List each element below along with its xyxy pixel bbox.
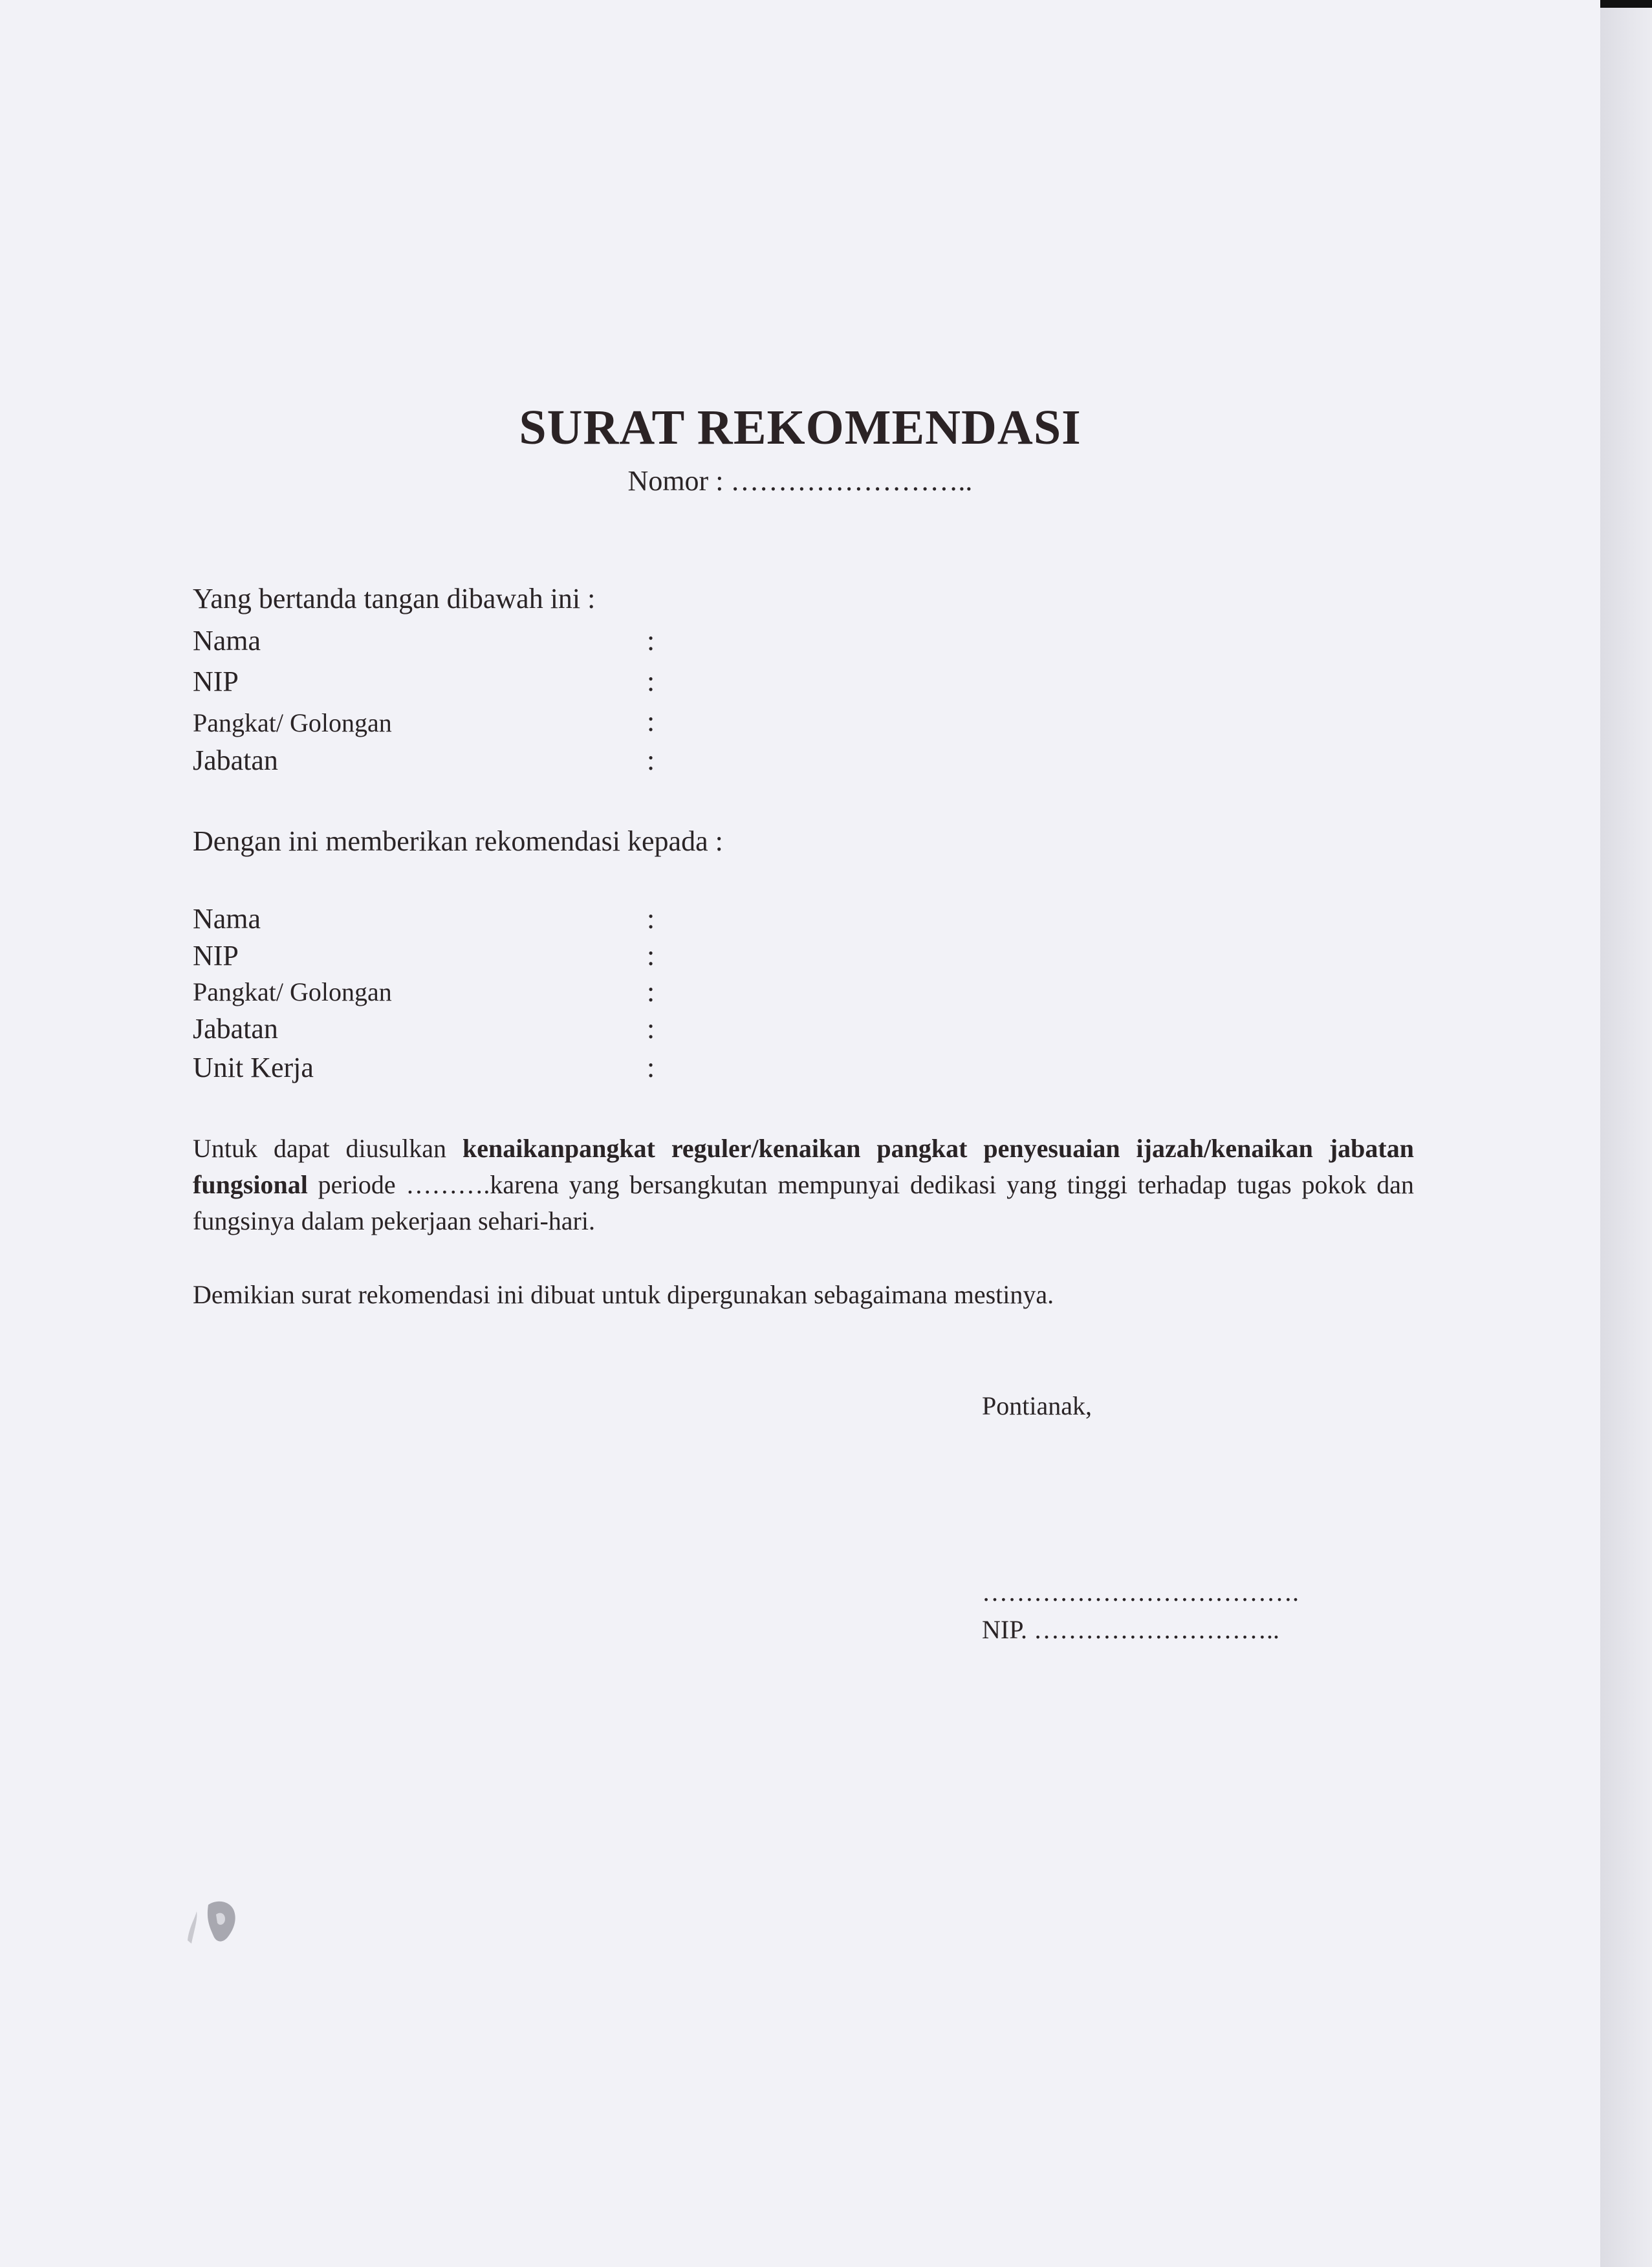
- signer-field-label: Nama: [193, 625, 261, 656]
- recipient-field-label: Pangkat/ Golongan: [193, 977, 392, 1006]
- document-number: Nomor : ……………………..: [627, 465, 973, 497]
- recipient-field-separator: :: [647, 940, 655, 971]
- signer-intro: Yang bertanda tangan dibawah ini :: [193, 583, 596, 614]
- signer-field-label: Jabatan: [193, 744, 278, 776]
- closing-paragraph: Demikian surat rekomendasi ini dibuat untuk dipergunakan sebagaimana mestinya.: [193, 1280, 1054, 1309]
- recipient-field-separator: :: [647, 1052, 655, 1083]
- signer-field-label: NIP: [193, 666, 239, 697]
- signature-nip-line: NIP. ………………………..: [982, 1615, 1280, 1644]
- signature-name-line: ……………………………….: [982, 1578, 1299, 1607]
- recipient-field-separator: :: [647, 976, 655, 1008]
- scan-edge-shadow: [1600, 0, 1652, 8]
- signer-field-separator: :: [647, 666, 655, 697]
- signer-field-separator: :: [647, 706, 655, 737]
- signer-field-separator: :: [647, 744, 655, 776]
- document-title: SURAT REKOMENDASI: [519, 400, 1081, 455]
- ink-smudge: [182, 1892, 254, 1950]
- recipient-field-separator: :: [647, 1013, 655, 1045]
- paragraph-text-start: Untuk dapat diusulkan: [193, 1134, 462, 1163]
- recipient-field-label: Nama: [193, 903, 261, 935]
- signature-place: Pontianak,: [982, 1391, 1092, 1420]
- recipient-field-separator: :: [647, 903, 655, 935]
- recipient-intro: Dengan ini memberikan rekomendasi kepada :: [193, 825, 723, 857]
- recipient-field-label: NIP: [193, 940, 239, 971]
- recipient-field-label: Jabatan: [193, 1013, 278, 1045]
- paragraph-text-end: periode ……….karena yang bersangkutan mempunyai dedikasi yang tinggi terhadap tugas pokok dan fungsinya dalam pekerjaan sehari-hari.: [193, 1170, 1414, 1235]
- signer-field-label: Pangkat/ Golongan: [193, 708, 392, 737]
- paragraph-bold-text: kenaikanpangkat reguler/kenaikan pangkat penyesuaian ijazah/kenaikan jabatan fungsional: [193, 1134, 1414, 1199]
- paper-edge: [1600, 0, 1652, 2267]
- recipient-field-label: Unit Kerja: [193, 1052, 314, 1083]
- signer-field-separator: :: [647, 625, 655, 656]
- recommendation-paragraph: [193, 1131, 1414, 1239]
